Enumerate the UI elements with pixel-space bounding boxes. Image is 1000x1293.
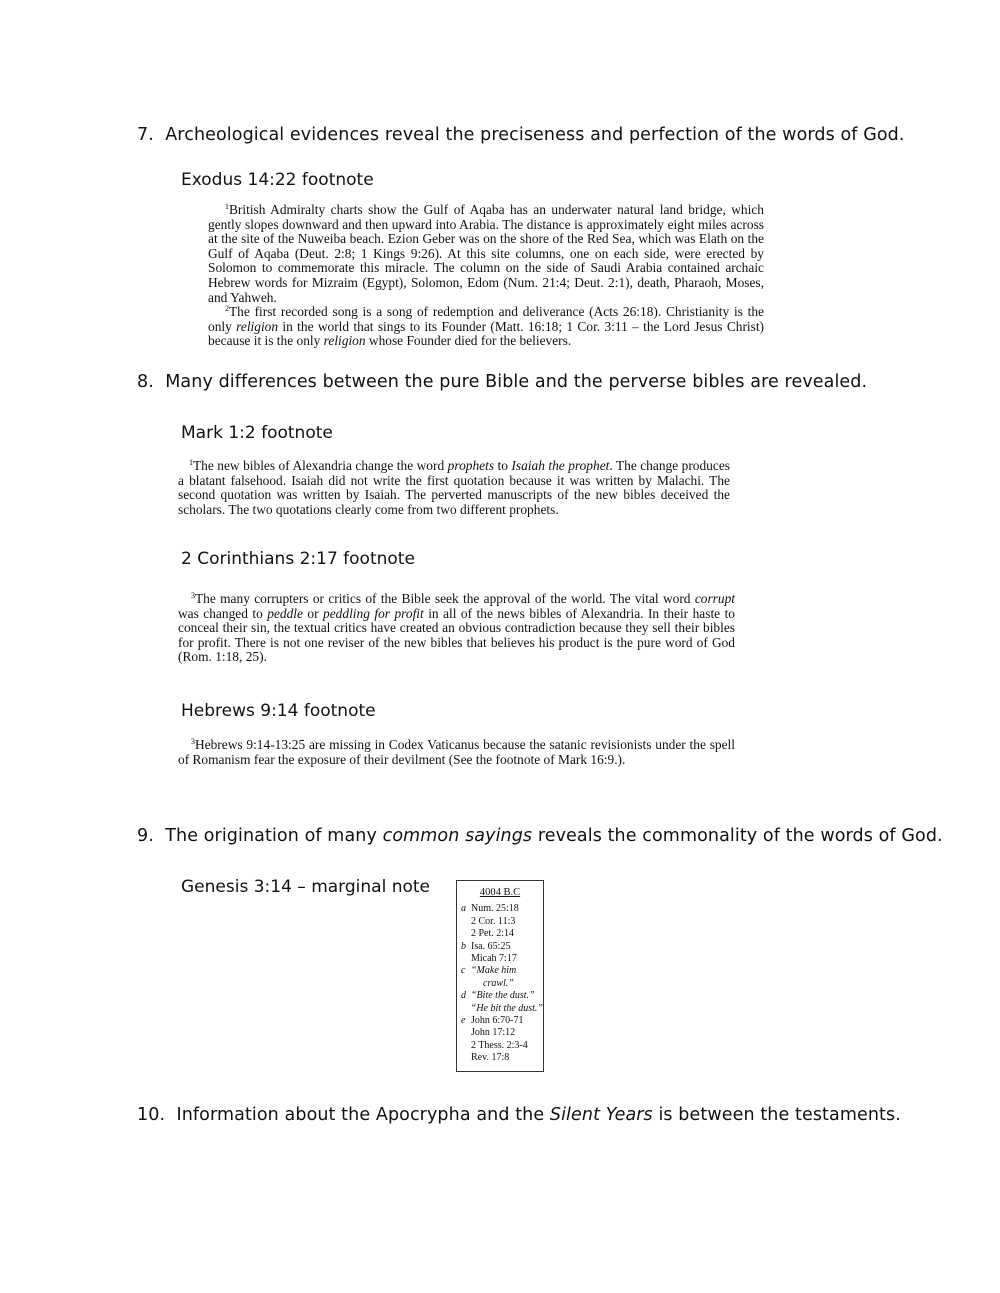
marginal-note-row	[457, 1027, 543, 1039]
point-text: Archeological evidences reveal the preciseness and perfection of the words of God.	[165, 125, 905, 145]
mark-heading: Mark 1:2 footnote	[181, 423, 333, 443]
marginal-note-key	[461, 916, 471, 928]
footnote-2-text: The first recorded song is a song of redemption and deliverance (Acts 26:18). Christianity is the only	[208, 304, 764, 334]
point-number: 10.	[137, 1105, 166, 1125]
point-emphasis: Silent Years	[549, 1105, 653, 1125]
marginal-note-rows	[457, 903, 543, 1064]
mark-footnote	[178, 459, 730, 517]
footnote-text: The new bibles of Alexandria change the word	[193, 458, 448, 473]
marginal-note-ref: Rev. 17:8	[471, 1052, 510, 1064]
corinthians-footnote	[178, 592, 735, 665]
marginal-note-ref: 2 Cor. 11:3	[471, 915, 516, 927]
marginal-note-ref: “He bit the dust.”	[470, 1002, 543, 1014]
footnote-text: or	[302, 605, 324, 621]
marginal-note-ref: 2 Pet. 2:14	[471, 928, 515, 940]
footnote-text: Hebrews 9:14-13:25 are missing in Codex Vaticanus because the satanic revisionists under the spell of Romanism fear the exposure of their devilment (See the footnote of Mark 16:9.).	[178, 737, 735, 767]
footnote-marker: 1	[225, 202, 229, 211]
footnote-text: in all of the news bibles of Alexandria. In their haste to conceal their sin, the textual critics have created an obvious contradiction because they sell their bibles for profit. There is not one reviser of the new bibles that believes his product is the pure word of God (Rom. 1:18, 25).	[178, 605, 735, 665]
point-text: reveals the commonality of the words of God.	[532, 826, 943, 846]
point-number: 8.	[137, 372, 154, 392]
marginal-note-ref: Micah 7:17	[471, 953, 517, 965]
marginal-note-ref: “Make him	[471, 965, 517, 977]
marginal-note-key	[461, 1040, 471, 1052]
hebrews-heading: Hebrews 9:14 footnote	[181, 701, 376, 721]
genesis-heading: Genesis 3:14 – marginal note	[181, 877, 430, 897]
marginal-note-row	[457, 1040, 543, 1052]
marginal-note-key	[461, 1052, 471, 1064]
marginal-note-row	[457, 990, 543, 1002]
marginal-note-row	[457, 1015, 543, 1027]
marginal-note-ref: Isa. 65:25	[471, 940, 511, 952]
footnote-text: to	[494, 458, 512, 473]
marginal-note-ref: “Bite the dust.”	[471, 990, 535, 1002]
point-7	[137, 125, 905, 145]
emphasis: religion	[323, 333, 366, 349]
marginal-note-row	[457, 903, 543, 915]
marginal-note-title: 4004 B.C	[479, 887, 521, 898]
marginal-note-row	[457, 965, 543, 977]
point-text: Many differences between the pure Bible and the perverse bibles are revealed.	[165, 372, 868, 392]
footnote-1-text: British Admiralty charts show the Gulf of Aqaba has an underwater natural land bridge, which gently slopes downward and then upward into Arabia. The distance is approximately eight miles across at the site of the Nuweiba beach. Ezion Geber was on the shore of the Red Sea, which was Elath on the Gulf of Aqaba (Deut. 2:8; 1 Kings 9:26). At this site columns, one on each side, were erected by Solomon to commemorate this miracle. The column on the side of Saudi Arabia contained archaic Hebrew words for Mizraim (Egypt), Solomon, Edom (Num. 21:4; Deut. 2:1), death, Pharaoh, Moses, and Yahweh.	[208, 202, 764, 305]
marginal-note-ref: crawl.”	[483, 977, 514, 989]
marginal-note-key	[461, 978, 471, 990]
footnote-marker: 2	[225, 304, 229, 314]
emphasis: peddle	[267, 605, 303, 621]
marginal-note-key	[461, 1027, 471, 1039]
marginal-note-key	[461, 953, 471, 965]
point-10	[137, 1105, 901, 1125]
emphasis: peddling for profit	[323, 605, 424, 621]
marginal-note-key	[461, 928, 471, 940]
marginal-note-row	[457, 1003, 543, 1015]
marginal-note-row	[457, 953, 543, 965]
marginal-note-row	[457, 978, 543, 990]
marginal-note-key	[461, 1003, 471, 1015]
emphasis: corrupt	[694, 591, 735, 606]
footnote-marker: 3	[191, 737, 195, 746]
marginal-note-row	[457, 928, 543, 940]
marginal-note-row	[457, 916, 543, 928]
point-text: Information about the Apocrypha and the	[176, 1105, 550, 1125]
marginal-note-ref: 2 Thess. 2:3-4	[471, 1039, 528, 1051]
footnote-text: . The change produces a blatant falsehood. Isaiah did not write the first quotation because it was written by Malachi. The second quotation was written by Isaiah. The perverted manuscripts of the new bibles deceived the scholars. The two quotations clearly come from two different prophets.	[178, 458, 730, 517]
marginal-note-box	[456, 880, 544, 1072]
marginal-note-key: a	[461, 903, 466, 915]
point-text: The origination of many	[165, 826, 383, 846]
point-number: 9.	[137, 826, 154, 846]
marginal-note-ref: John 6:70-71	[471, 1015, 524, 1027]
point-emphasis: common sayings	[382, 826, 533, 846]
marginal-note-key: d	[461, 990, 466, 1002]
exodus-footnote	[208, 203, 764, 349]
footnote-2-text: whose Founder died for the believers.	[365, 333, 572, 349]
point-text: is between the testaments.	[652, 1105, 901, 1125]
marginal-note-ref: John 17:12	[471, 1027, 516, 1039]
footnote-text: was changed to	[178, 605, 268, 621]
point-number: 7.	[137, 125, 154, 145]
marginal-note-key: e	[461, 1015, 466, 1027]
emphasis: prophets	[447, 458, 495, 473]
marginal-note-row	[457, 941, 543, 953]
emphasis: Isaiah the prophet	[511, 458, 610, 473]
footnote-text: The many corrupters or critics of the Bible seek the approval of the world. The vital word	[195, 591, 695, 606]
marginal-note-key: b	[461, 940, 466, 952]
marginal-note-ref: Num. 25:18	[471, 903, 519, 915]
footnote-2-text: in the world that sings to its Founder (Matt. 16:18; 1 Cor. 3:11 – the Lord Jesus Christ) because it is the only	[208, 318, 765, 349]
point-8	[137, 372, 867, 392]
point-9	[137, 826, 943, 846]
hebrews-footnote	[178, 738, 735, 767]
exodus-heading: Exodus 14:22 footnote	[181, 170, 374, 190]
footnote-marker: 1	[189, 458, 193, 467]
emphasis: religion	[236, 318, 279, 334]
marginal-note-row	[457, 1052, 543, 1064]
footnote-marker: 3	[191, 591, 195, 600]
marginal-note-key: c	[461, 965, 466, 977]
corinthians-heading: 2 Corinthians 2:17 footnote	[181, 549, 415, 569]
